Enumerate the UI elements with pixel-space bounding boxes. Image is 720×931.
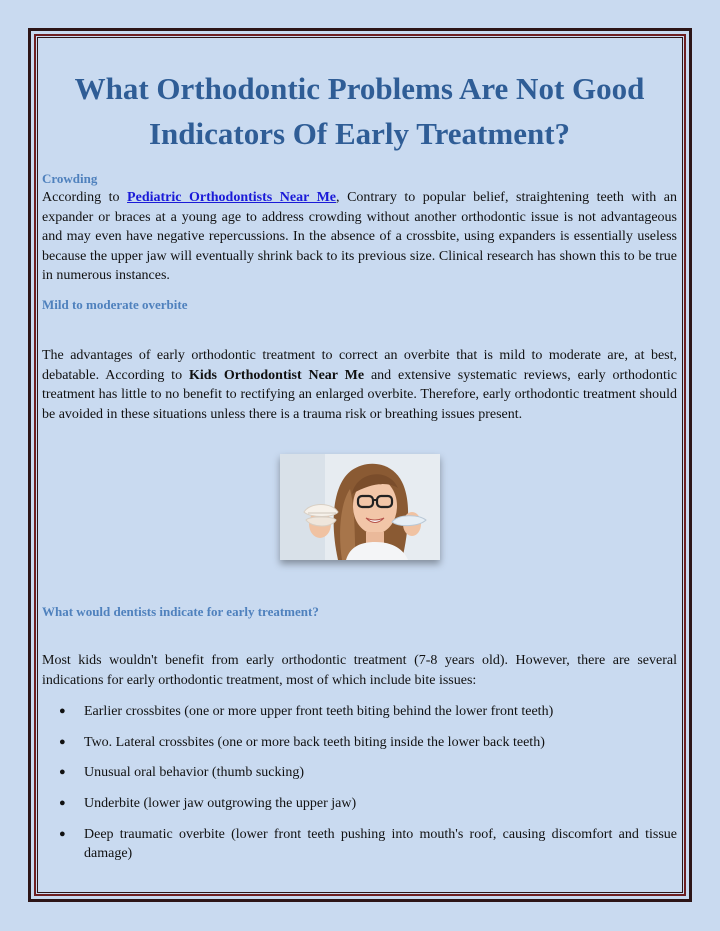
- indications-list: [42, 702, 677, 864]
- indications-intro: Most kids wouldn't benefit from early orthodontic treatment (7-8 years old). However, there are several indications for early orthodontic treatment, most of which include bite issues:: [42, 652, 677, 688]
- indications-heading: What would dentists indicate for early treatment?: [42, 603, 319, 619]
- overbite-body: and extensive systematic reviews, early orthodontic treatment has little to no benefit to rectifying an enlarged overbite. Therefore, early orthodontic treatment should be avoided in these situations unless there is a trauma risk or breathing issues present.: [42, 367, 678, 422]
- girl-with-aligner-image: [280, 454, 440, 560]
- document-body: [42, 66, 677, 875]
- list-item: [42, 702, 677, 722]
- list-item: [42, 825, 677, 864]
- orthodontic-photo: [280, 454, 440, 560]
- bullet-icon: ●: [59, 796, 66, 809]
- crowding-intro: According to: [42, 190, 128, 205]
- list-item-text: Underbite (lower jaw outgrowing the upper jaw): [84, 795, 357, 811]
- list-item-text: Earlier crossbites (one or more upper front teeth biting behind the lower front teeth): [84, 704, 554, 720]
- bullet-icon: ●: [59, 766, 66, 779]
- bullet-icon: ●: [59, 735, 66, 748]
- pediatric-orthodontists-link[interactable]: Pediatric Orthodontists Near Me: [127, 190, 337, 205]
- overbite-paragraph: [42, 346, 677, 424]
- list-item: [42, 794, 677, 814]
- bullet-icon: ●: [59, 705, 66, 718]
- photo-container: [42, 454, 677, 567]
- kids-orthodontist-bold: Kids Orthodontist Near Me: [188, 367, 365, 383]
- page-title: What Orthodontic Problems Are Not Good Indicators Of Early Treatment?: [74, 71, 645, 151]
- section-crowding: [42, 170, 677, 286]
- bullet-icon: ●: [59, 827, 66, 840]
- crowding-body: , Contrary to popular belief, straightening teeth with an expander or braces at a young age to address crowding without another orthodontic issue is not advantageous and may even have negative repercussions. In the absence of a crossbite, using expanders is essentially useless because the upper jaw will eventually shrink back to its previous size. Clinical research has shown this to be true in numerous instances.: [42, 190, 677, 284]
- list-item-text: Two. Lateral crossbites (one or more back teeth biting inside the lower back teeth): [84, 734, 545, 750]
- overbite-heading: Mild to moderate overbite: [42, 296, 188, 312]
- section-overbite: [42, 296, 677, 424]
- list-item-text: Deep traumatic overbite (lower front teeth pushing into mouth's roof, causing discomfort and tissue damage): [84, 826, 677, 862]
- crowding-heading: Crowding: [42, 171, 98, 186]
- list-item-text: Unusual oral behavior (thumb sucking): [84, 765, 305, 781]
- overbite-intro: The advantages of early orthodontic treatment to correct an overbite that is mild to moderate are, at best, debatable. According to: [42, 347, 677, 383]
- list-item: [42, 733, 677, 753]
- list-item: [42, 763, 677, 783]
- crowding-paragraph: [42, 188, 677, 286]
- section-indications: [42, 603, 677, 864]
